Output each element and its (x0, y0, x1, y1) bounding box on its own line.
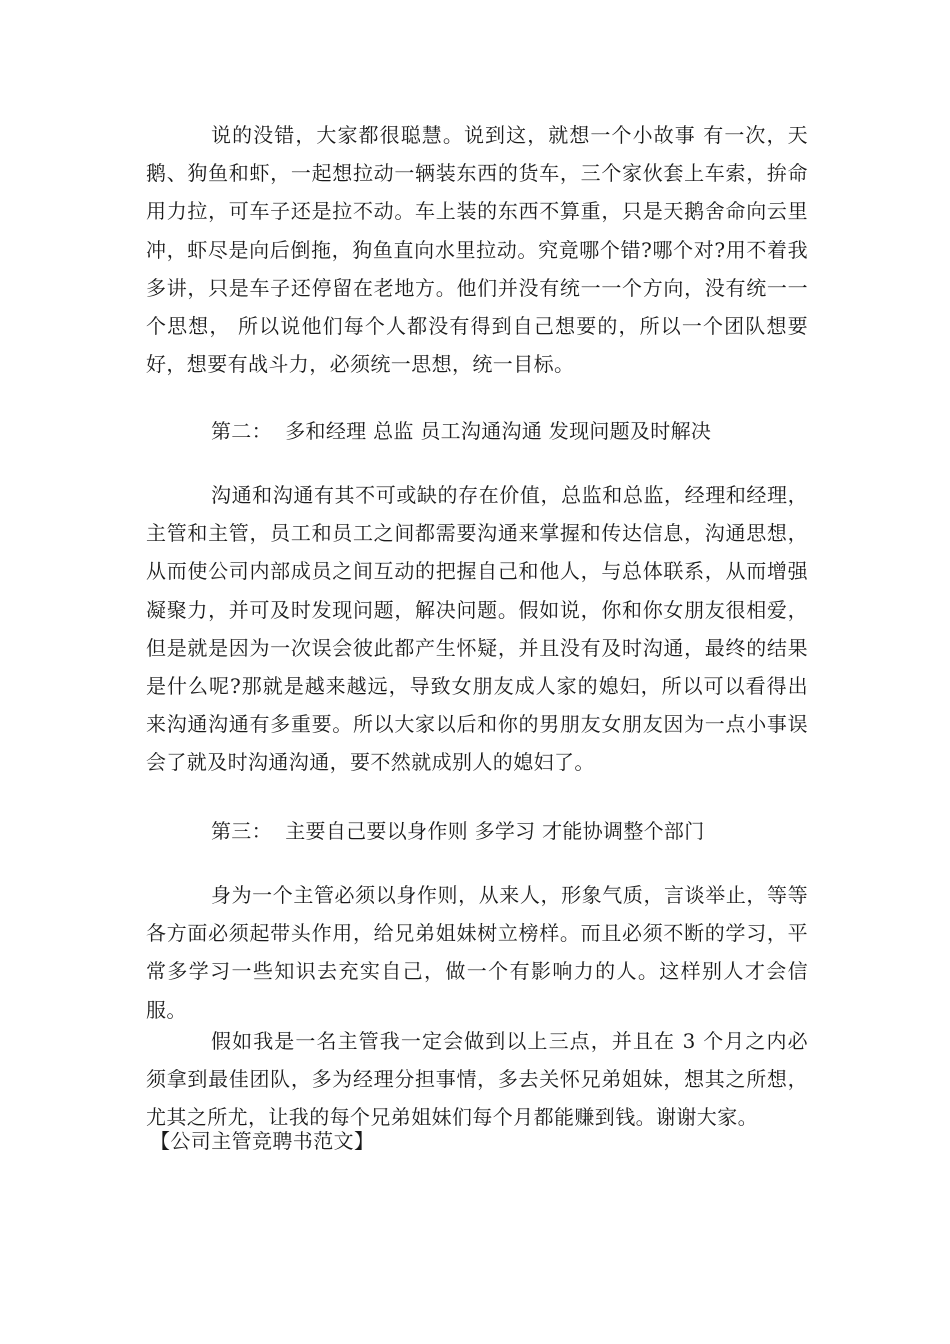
paragraph-communication: 沟通和沟通有其不可或缺的存在价值，总监和总监，经理和经理，主管和主管，员工和员工之间都需要沟通来掌握和传达信息，沟通思想，从而使公司内部成员之间互动的把握自己和他人，与总体联系，从而增强凝聚力，并可及时发现问题，解决问题。假如说，你和你女朋友很相爱，但是就是因为一次误会彼此都产生怀疑，并且没有及时沟通，最终的结果是什么呢?那就是越来越远，导致女朋友成人家的媳妇，所以可以看得出来沟通沟通有多重要。所以大家以后和你的男朋友女朋友因为一点小事误会了就及时沟通沟通，要不然就成别人的媳妇了。 (146, 483, 808, 775)
paragraph-conclusion: 假如我是一名主管我一定会做到以上三点，并且在 3 个月之内必须拿到最佳团队，多为经理分担事情，多去关怀兄弟姐妹，想其之所想，尤其之所尤，让我的每个兄弟姐妹们每个月都能赚到钱。谢谢大家。 (146, 1029, 808, 1130)
section-heading-communication: 第二： 多和经理 总监 员工沟通沟通 发现问题及时解决 (211, 419, 712, 443)
paragraph-lead-by-example: 身为一个主管必须以身作则，从来人，形象气质，言谈举止，等等各方面必须起带头作用，给兄弟姐妹树立榜样。而且必须不断的学习，平常多学习一些知识去充实自己，做一个有影响力的人。这样别人才会信服。 (146, 883, 808, 1022)
section-heading-lead-by-example: 第三： 主要自己要以身作则 多学习 才能协调整个部门 (211, 819, 705, 843)
document-closing-title: 【公司主管竞聘书范文】 (150, 1129, 375, 1153)
paragraph-teamwork-story: 说的没错，大家都很聪慧。说到这，就想一个小故事 有一次，天鹅、狗鱼和虾，一起想拉动一辆装东西的货车，三个家伙套上车索，拚命用力拉，可车子还是拉不动。车上装的东西不算重，只是天鹅舍命向云里冲，虾尽是向后倒拖，狗鱼直向水里拉动。究竟哪个错?哪个对?用不着我多讲，只是车子还停留在老地方。他们并没有统一一个方向，没有统一一个思想， 所以说他们每个人都没有得到自己想要的，所以一个团队想要好，想要有战斗力，必须统一思想，统一目标。 (146, 123, 808, 377)
